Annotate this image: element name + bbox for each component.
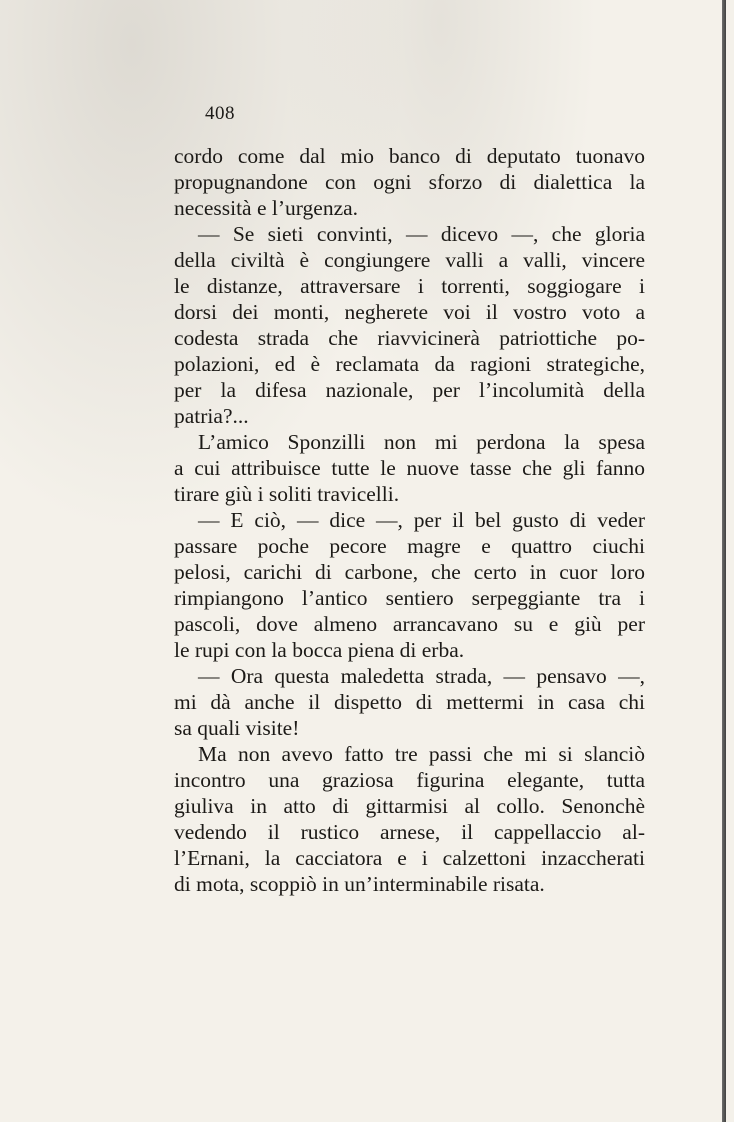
text-line: sa quali visite! bbox=[174, 716, 300, 740]
text-line: dorsi dei monti, negherete voi il vostro voto a bbox=[174, 300, 645, 324]
text-line: — E ciò, — dice —, per il bel gusto di veder bbox=[198, 508, 645, 532]
text-line: l’Ernani, la cacciatora e i calzettoni inzaccherati bbox=[174, 846, 645, 870]
text-line: le rupi con la bocca piena di erba. bbox=[174, 638, 465, 662]
text-line: codesta strada che riavvicinerà patriottiche po- bbox=[174, 326, 645, 350]
page-number: 408 bbox=[205, 103, 235, 124]
text-line: tirare giù i soliti travicelli. bbox=[174, 482, 400, 506]
text-line: L’amico Sponzilli non mi perdona la spesa bbox=[198, 430, 645, 454]
text-line: di mota, scoppiò in un’interminabile risata. bbox=[174, 872, 545, 896]
text-line: rimpiangono l’antico sentiero serpeggiante tra i bbox=[174, 586, 645, 610]
text-line: giuliva in atto di gittarmisi al collo. Senonchè bbox=[174, 794, 645, 818]
text-line: mi dà anche il dispetto di mettermi in casa chi bbox=[174, 690, 645, 714]
text-line: — Se sieti convinti, — dicevo —, che gloria bbox=[198, 222, 645, 246]
text-line: vedendo il rustico arnese, il cappellaccio al- bbox=[174, 820, 645, 844]
text-line: per la difesa nazionale, per l’incolumità della bbox=[174, 378, 645, 402]
text-line: le distanze, attraversare i torrenti, soggiogare i bbox=[174, 274, 645, 298]
text-line: patria?... bbox=[174, 404, 249, 428]
text-line: — Ora questa maledetta strada, — pensavo —, bbox=[198, 664, 645, 688]
body-text bbox=[174, 143, 645, 897]
text-line: pelosi, carichi di carbone, che certo in cuor loro bbox=[174, 560, 645, 584]
text-line: polazioni, ed è reclamata da ragioni strategiche, bbox=[174, 352, 645, 376]
text-line: della civiltà è congiungere valli a valli, vincere bbox=[174, 248, 645, 272]
text-line: a cui attribuisce tutte le nuove tasse che gli fanno bbox=[174, 456, 645, 480]
text-line: pascoli, dove almeno arrancavano su e giù per bbox=[174, 612, 645, 636]
text-line: necessità e l’urgenza. bbox=[174, 196, 359, 220]
text-line: passare poche pecore magre e quattro ciuchi bbox=[174, 534, 645, 558]
text-line: Ma non avevo fatto tre passi che mi si slanciò bbox=[198, 742, 645, 766]
page-edge-shadow bbox=[722, 0, 726, 1122]
text-line: incontro una graziosa figurina elegante, tutta bbox=[174, 768, 645, 792]
text-line: propugnandone con ogni sforzo di dialettica la bbox=[174, 170, 645, 194]
text-line: cordo come dal mio banco di deputato tuonavo bbox=[174, 144, 645, 168]
